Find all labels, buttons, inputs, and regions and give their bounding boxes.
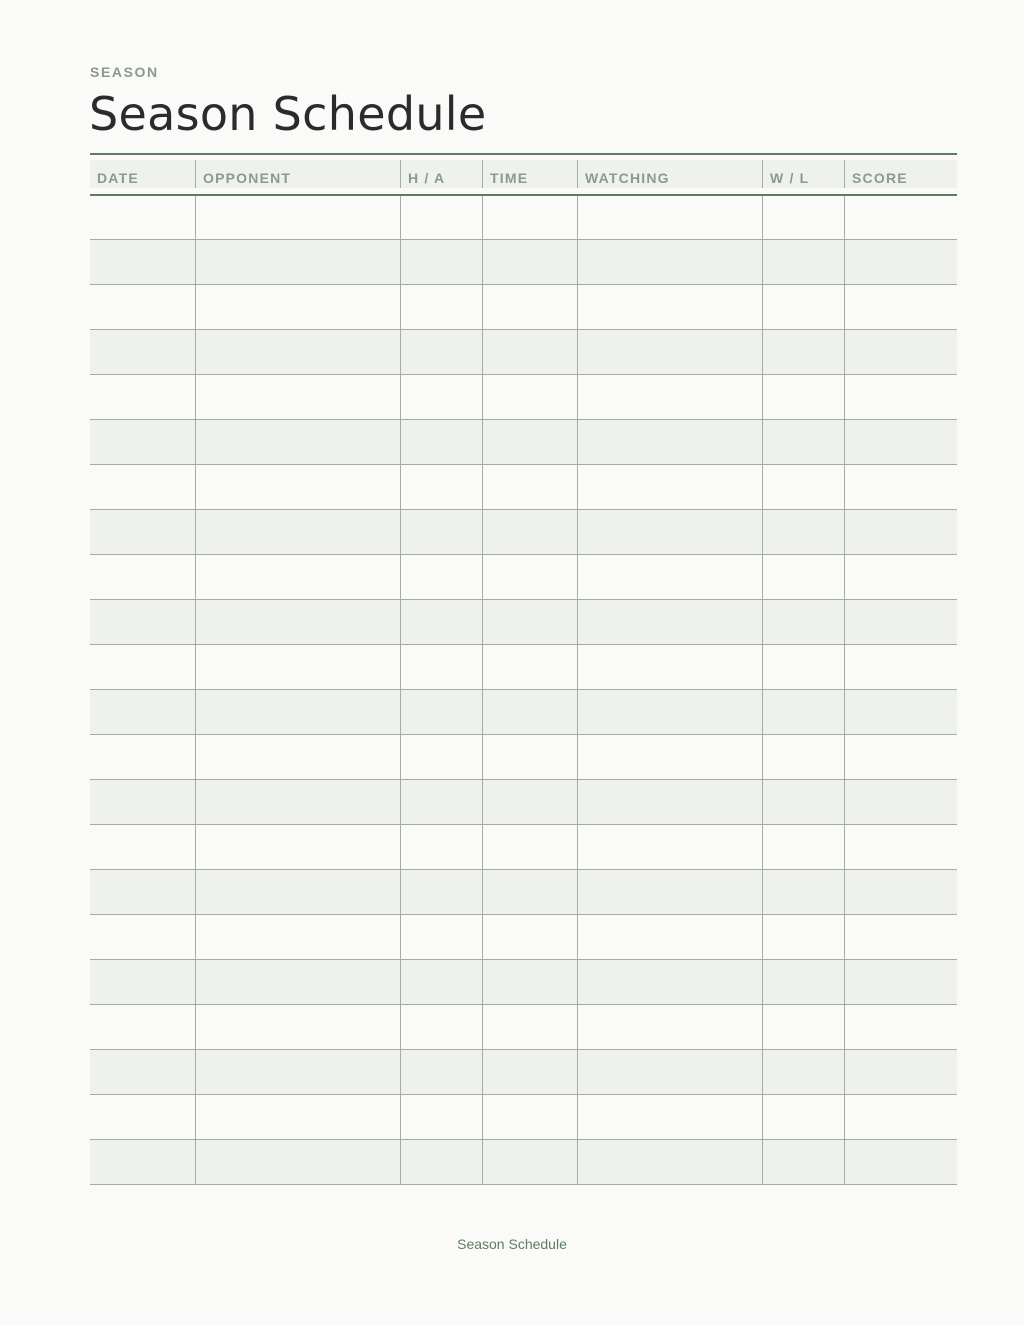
cell-win-loss[interactable] xyxy=(763,600,845,644)
cell-watching[interactable] xyxy=(578,690,763,734)
cell-win-loss[interactable] xyxy=(763,1050,845,1094)
cell-home-away[interactable] xyxy=(401,915,483,959)
cell-win-loss[interactable] xyxy=(763,1095,845,1139)
cell-date[interactable] xyxy=(90,735,196,779)
table-row xyxy=(90,285,957,330)
table-row xyxy=(90,555,957,600)
cell-watching[interactable] xyxy=(578,240,763,284)
cell-score[interactable] xyxy=(845,1140,957,1184)
cell-home-away[interactable] xyxy=(401,780,483,824)
table-row xyxy=(90,915,957,960)
cell-score[interactable] xyxy=(845,1095,957,1139)
cell-time[interactable] xyxy=(483,960,578,1004)
cell-win-loss[interactable] xyxy=(763,960,845,1004)
cell-time[interactable] xyxy=(483,915,578,959)
table-row xyxy=(90,420,957,465)
cell-win-loss[interactable] xyxy=(763,555,845,599)
cell-win-loss[interactable] xyxy=(763,645,845,689)
table-row xyxy=(90,825,957,870)
cell-score[interactable] xyxy=(845,1005,957,1049)
cell-date[interactable] xyxy=(90,1005,196,1049)
cell-score[interactable] xyxy=(845,870,957,914)
cell-home-away[interactable] xyxy=(401,1005,483,1049)
cell-time[interactable] xyxy=(483,1050,578,1094)
cell-watching[interactable] xyxy=(578,825,763,869)
cell-opponent[interactable] xyxy=(196,1140,401,1184)
cell-watching[interactable] xyxy=(578,645,763,689)
cell-home-away[interactable] xyxy=(401,1050,483,1094)
cell-opponent[interactable] xyxy=(196,960,401,1004)
page-footer: Season Schedule xyxy=(457,1236,567,1252)
cell-score[interactable] xyxy=(845,510,957,554)
cell-win-loss[interactable] xyxy=(763,510,845,554)
cell-score[interactable] xyxy=(845,960,957,1004)
cell-watching[interactable] xyxy=(578,375,763,419)
cell-opponent[interactable] xyxy=(196,690,401,734)
cell-home-away[interactable] xyxy=(401,690,483,734)
cell-date[interactable] xyxy=(90,825,196,869)
cell-time[interactable] xyxy=(483,870,578,914)
cell-time[interactable] xyxy=(483,420,578,464)
cell-opponent[interactable] xyxy=(196,915,401,959)
cell-home-away[interactable] xyxy=(401,420,483,464)
cell-time[interactable] xyxy=(483,196,578,239)
cell-score[interactable] xyxy=(845,690,957,734)
cell-opponent[interactable] xyxy=(196,285,401,329)
table-row xyxy=(90,1005,957,1050)
cell-date[interactable] xyxy=(90,1140,196,1184)
cell-win-loss[interactable] xyxy=(763,420,845,464)
cell-win-loss[interactable] xyxy=(763,870,845,914)
cell-opponent[interactable] xyxy=(196,196,401,239)
column-header-score: SCORE xyxy=(852,170,908,186)
cell-score[interactable] xyxy=(845,240,957,284)
cell-score[interactable] xyxy=(845,645,957,689)
table-row xyxy=(90,1140,957,1185)
cell-home-away[interactable] xyxy=(401,510,483,554)
cell-time[interactable] xyxy=(483,465,578,509)
cell-watching[interactable] xyxy=(578,465,763,509)
cell-opponent[interactable] xyxy=(196,240,401,284)
cell-time[interactable] xyxy=(483,780,578,824)
cell-home-away[interactable] xyxy=(401,735,483,779)
cell-win-loss[interactable] xyxy=(763,240,845,284)
cell-watching[interactable] xyxy=(578,555,763,599)
cell-watching[interactable] xyxy=(578,330,763,374)
cell-score[interactable] xyxy=(845,285,957,329)
cell-date[interactable] xyxy=(90,465,196,509)
cell-time[interactable] xyxy=(483,600,578,644)
cell-watching[interactable] xyxy=(578,870,763,914)
cell-home-away[interactable] xyxy=(401,645,483,689)
cell-home-away[interactable] xyxy=(401,555,483,599)
cell-home-away[interactable] xyxy=(401,825,483,869)
cell-opponent[interactable] xyxy=(196,825,401,869)
cell-home-away[interactable] xyxy=(401,960,483,1004)
cell-date[interactable] xyxy=(90,510,196,554)
cell-home-away[interactable] xyxy=(401,600,483,644)
cell-time[interactable] xyxy=(483,825,578,869)
table-row xyxy=(90,330,957,375)
cell-date[interactable] xyxy=(90,915,196,959)
cell-win-loss[interactable] xyxy=(763,196,845,239)
column-header-watching: WATCHING xyxy=(578,160,763,194)
cell-time[interactable] xyxy=(483,1095,578,1139)
cell-time[interactable] xyxy=(483,645,578,689)
cell-watching[interactable] xyxy=(578,420,763,464)
cell-watching[interactable] xyxy=(578,1005,763,1049)
cell-date[interactable] xyxy=(90,420,196,464)
table-row xyxy=(90,645,957,690)
cell-date[interactable] xyxy=(90,285,196,329)
cell-watching[interactable] xyxy=(578,1050,763,1094)
cell-date[interactable] xyxy=(90,870,196,914)
table-row xyxy=(90,600,957,645)
cell-date[interactable] xyxy=(90,240,196,284)
cell-win-loss[interactable] xyxy=(763,1140,845,1184)
cell-watching[interactable] xyxy=(578,735,763,779)
cell-time[interactable] xyxy=(483,240,578,284)
cell-opponent[interactable] xyxy=(196,420,401,464)
table-row xyxy=(90,240,957,285)
cell-date[interactable] xyxy=(90,645,196,689)
cell-date[interactable] xyxy=(90,330,196,374)
section-eyebrow: SEASON xyxy=(90,64,159,80)
column-header-opponent: OPPONENT xyxy=(196,160,401,194)
cell-score[interactable] xyxy=(845,196,957,239)
cell-score[interactable] xyxy=(845,600,957,644)
cell-watching[interactable] xyxy=(578,510,763,554)
cell-score[interactable] xyxy=(845,735,957,779)
cell-score[interactable] xyxy=(845,465,957,509)
cell-win-loss[interactable] xyxy=(763,915,845,959)
cell-time[interactable] xyxy=(483,735,578,779)
cell-time[interactable] xyxy=(483,285,578,329)
cell-time[interactable] xyxy=(483,690,578,734)
column-header-home-away: H / A xyxy=(401,160,483,194)
cell-win-loss[interactable] xyxy=(763,690,845,734)
cell-home-away[interactable] xyxy=(401,285,483,329)
cell-win-loss[interactable] xyxy=(763,780,845,824)
cell-win-loss[interactable] xyxy=(763,330,845,374)
cell-win-loss[interactable] xyxy=(763,375,845,419)
cell-opponent[interactable] xyxy=(196,1050,401,1094)
cell-watching[interactable] xyxy=(578,285,763,329)
cell-time[interactable] xyxy=(483,510,578,554)
cell-home-away[interactable] xyxy=(401,870,483,914)
cell-score[interactable] xyxy=(845,375,957,419)
cell-time[interactable] xyxy=(483,555,578,599)
cell-opponent[interactable] xyxy=(196,1095,401,1139)
cell-date[interactable] xyxy=(90,690,196,734)
page-title: Season Schedule xyxy=(89,87,487,141)
cell-date[interactable] xyxy=(90,555,196,599)
cell-date[interactable] xyxy=(90,780,196,824)
cell-opponent[interactable] xyxy=(196,870,401,914)
cell-home-away[interactable] xyxy=(401,375,483,419)
schedule-table xyxy=(90,160,957,1185)
cell-opponent[interactable] xyxy=(196,600,401,644)
cell-opponent[interactable] xyxy=(196,1005,401,1049)
cell-date[interactable] xyxy=(90,960,196,1004)
cell-time[interactable] xyxy=(483,330,578,374)
cell-opponent[interactable] xyxy=(196,555,401,599)
cell-home-away[interactable] xyxy=(401,240,483,284)
table-row xyxy=(90,780,957,825)
table-row xyxy=(90,510,957,555)
cell-win-loss[interactable] xyxy=(763,825,845,869)
column-header-time: TIME xyxy=(483,160,578,194)
table-row xyxy=(90,690,957,735)
cell-opponent[interactable] xyxy=(196,645,401,689)
cell-opponent[interactable] xyxy=(196,375,401,419)
cell-home-away[interactable] xyxy=(401,1140,483,1184)
cell-opponent[interactable] xyxy=(196,780,401,824)
table-row xyxy=(90,1095,957,1140)
table-row xyxy=(90,960,957,1005)
cell-opponent[interactable] xyxy=(196,735,401,779)
cell-win-loss[interactable] xyxy=(763,735,845,779)
title-divider xyxy=(90,153,957,155)
cell-date[interactable] xyxy=(90,196,196,239)
cell-opponent[interactable] xyxy=(196,330,401,374)
cell-score[interactable] xyxy=(845,825,957,869)
cell-time[interactable] xyxy=(483,1005,578,1049)
cell-score[interactable] xyxy=(845,780,957,824)
cell-win-loss[interactable] xyxy=(763,465,845,509)
cell-opponent[interactable] xyxy=(196,510,401,554)
table-row xyxy=(90,870,957,915)
column-header-date: DATE xyxy=(90,160,196,194)
cell-home-away[interactable] xyxy=(401,196,483,239)
cell-watching[interactable] xyxy=(578,960,763,1004)
cell-win-loss[interactable] xyxy=(763,1005,845,1049)
cell-home-away[interactable] xyxy=(401,330,483,374)
cell-date[interactable] xyxy=(90,600,196,644)
cell-score[interactable] xyxy=(845,915,957,959)
table-body xyxy=(90,196,957,1185)
cell-watching[interactable] xyxy=(578,600,763,644)
cell-date[interactable] xyxy=(90,1050,196,1094)
cell-opponent[interactable] xyxy=(196,465,401,509)
column-header-win-loss: W / L xyxy=(763,160,845,194)
table-row xyxy=(90,375,957,420)
cell-date[interactable] xyxy=(90,375,196,419)
cell-home-away[interactable] xyxy=(401,1095,483,1139)
table-row xyxy=(90,196,957,240)
cell-time[interactable] xyxy=(483,375,578,419)
cell-home-away[interactable] xyxy=(401,465,483,509)
table-row xyxy=(90,735,957,780)
cell-score[interactable] xyxy=(845,1050,957,1094)
cell-win-loss[interactable] xyxy=(763,285,845,329)
cell-watching[interactable] xyxy=(578,1140,763,1184)
cell-watching[interactable] xyxy=(578,915,763,959)
table-row xyxy=(90,465,957,510)
table-row xyxy=(90,1050,957,1095)
table-header-row xyxy=(90,160,957,196)
cell-score[interactable] xyxy=(845,420,957,464)
cell-watching[interactable] xyxy=(578,780,763,824)
cell-score[interactable] xyxy=(845,555,957,599)
cell-watching[interactable] xyxy=(578,196,763,239)
cell-date[interactable] xyxy=(90,1095,196,1139)
cell-time[interactable] xyxy=(483,1140,578,1184)
cell-score[interactable] xyxy=(845,330,957,374)
cell-watching[interactable] xyxy=(578,1095,763,1139)
